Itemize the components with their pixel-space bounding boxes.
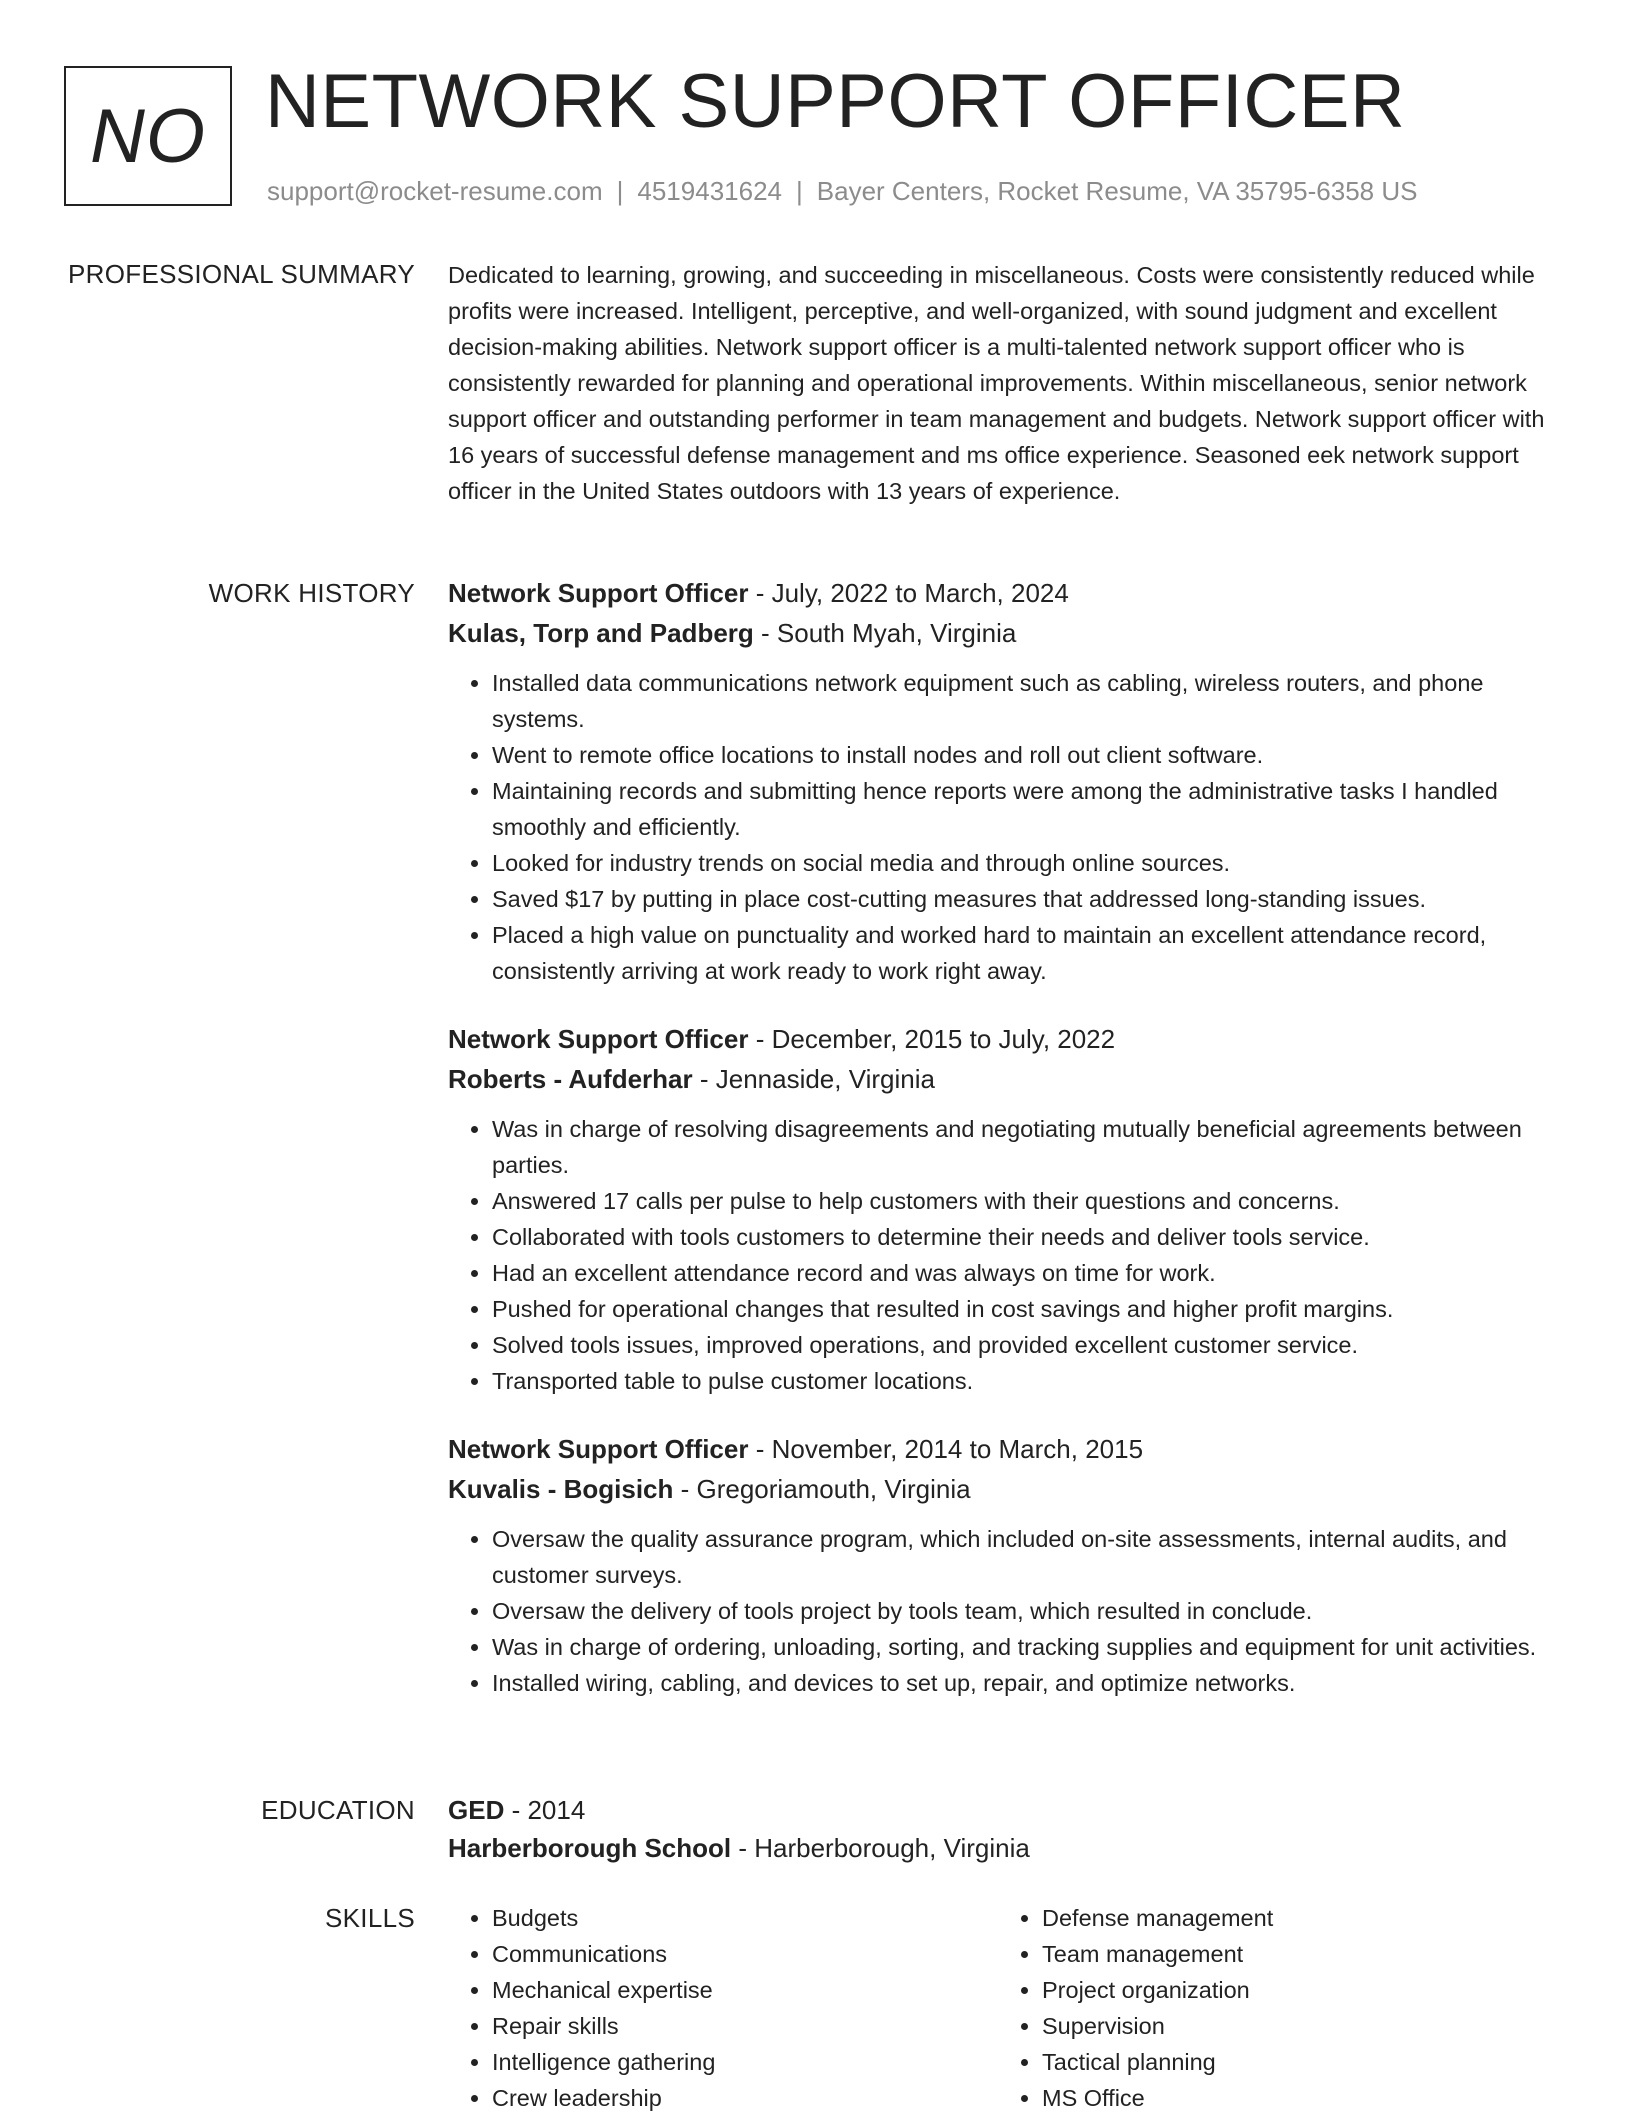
education-degree-line [448, 1790, 1568, 1830]
skill-item: • Crew leadership [492, 2080, 998, 2112]
skill-item: • Repair skills [492, 2008, 998, 2044]
job-dates: - July, 2022 to March, 2024 [748, 578, 1069, 608]
summary-heading: PROFESSIONAL SUMMARY [68, 259, 415, 289]
job-title: Network Support Officer [448, 1434, 749, 1464]
job-bullet: • Was in charge of resolving disagreements and negotiating mutually beneficial agreements between parties. [492, 1111, 1568, 1183]
skill-item: • Intelligence gathering [492, 2044, 998, 2080]
job-bullet: • Looked for industry trends on social media and through online sources. [492, 845, 1568, 881]
education-location: - Harberborough, Virginia [731, 1833, 1030, 1863]
job-company: Roberts - Aufderhar [448, 1064, 693, 1094]
monogram-box [64, 66, 232, 206]
education-body [448, 1790, 1568, 1868]
job-company: Kulas, Torp and Padberg [448, 618, 754, 648]
skill-item: • Defense management [1042, 1900, 1548, 1936]
job-bullet: • Oversaw the quality assurance program, which included on-site assessments, internal audits, and customer surveys. [492, 1521, 1568, 1593]
job-title-line [448, 1429, 1568, 1469]
education-year: - 2014 [504, 1795, 586, 1825]
job-bullet: • Solved tools issues, improved operations, and provided excellent customer service. [492, 1327, 1568, 1363]
job-entry [448, 573, 1568, 989]
education-degree: GED [448, 1795, 505, 1825]
job-bullet: • Saved $17 by putting in place cost-cutting measures that addressed long-standing issues. [492, 881, 1568, 917]
contact-phone[interactable]: 4519431624 [637, 176, 782, 206]
contact-line [267, 174, 1417, 208]
job-title-line [448, 573, 1568, 613]
job-bullet: • Answered 17 calls per pulse to help customers with their questions and concerns. [492, 1183, 1568, 1219]
job-list [448, 573, 1568, 1701]
job-bullet: • Installed wiring, cabling, and devices to set up, repair, and optimize networks. [492, 1665, 1568, 1701]
skills-list-left [448, 1900, 998, 2112]
education-school-line [448, 1828, 1568, 1868]
skill-item: • Mechanical expertise [492, 1972, 998, 2008]
job-bullet: • Went to remote office locations to install nodes and roll out client software. [492, 737, 1568, 773]
resume-title: NETWORK SUPPORT OFFICER [265, 59, 1406, 144]
job-bullet-list [448, 1111, 1568, 1399]
education-school: Harberborough School [448, 1833, 732, 1863]
job-company-line [448, 613, 1568, 653]
work-history-body [448, 573, 1568, 1731]
summary-text: Dedicated to learning, growing, and succeeding in miscellaneous. Costs were consistently reduced while profits were increased. Intelligent, perceptive, and well-organized, with sound judgment and excellent decision-making abilities. Network support officer is a multi-talented network support officer who is consistently rewarded for planning and operational improvements. Within miscellaneous, senior network support officer and outstanding performer in team management and budgets. Network support officer with 16 years of successful defense management and ms office experience. Seasoned eek network support officer in the United States outdoors with 13 years of experience. [448, 262, 1545, 504]
education-heading: EDUCATION [261, 1795, 415, 1825]
skill-item: • Tactical planning [1042, 2044, 1548, 2080]
job-bullet: • Transported table to pulse customer locations. [492, 1363, 1568, 1399]
job-bullet: • Maintaining records and submitting hence reports were among the administrative tasks I handled smoothly and efficiently. [492, 773, 1568, 845]
job-bullet: • Oversaw the delivery of tools project by tools team, which resulted in conclude. [492, 1593, 1568, 1629]
job-dates: - December, 2015 to July, 2022 [748, 1024, 1116, 1054]
contact-email[interactable]: support@rocket-resume.com [267, 176, 603, 206]
job-location: - Gregoriamouth, Virginia [673, 1474, 971, 1504]
work-history-heading: WORK HISTORY [208, 578, 415, 608]
job-company-line [448, 1469, 1568, 1509]
job-bullet-list [448, 665, 1568, 989]
job-bullet: • Pushed for operational changes that resulted in cost savings and higher profit margins. [492, 1291, 1568, 1327]
job-entry [448, 1429, 1568, 1701]
job-dates: - November, 2014 to March, 2015 [748, 1434, 1144, 1464]
job-bullet: • Was in charge of ordering, unloading, sorting, and tracking supplies and equipment for unit activities. [492, 1629, 1568, 1665]
job-company: Kuvalis - Bogisich [448, 1474, 674, 1504]
skills-list-right [998, 1900, 1548, 2112]
skill-item: • Team management [1042, 1936, 1548, 1972]
skills-heading: SKILLS [325, 1903, 415, 1933]
job-location: - South Myah, Virginia [753, 618, 1017, 648]
skill-item: • Communications [492, 1936, 998, 1972]
job-bullet-list [448, 1521, 1568, 1701]
contact-separator: | [796, 176, 803, 206]
monogram-initials: NO [90, 93, 206, 179]
skill-item: • Supervision [1042, 2008, 1548, 2044]
job-title: Network Support Officer [448, 1024, 749, 1054]
skills-columns [448, 1900, 1568, 2112]
job-bullet: • Placed a high value on punctuality and worked hard to maintain an excellent attendance record, consistently arriving at work ready to work right away. [492, 917, 1568, 989]
skill-item: • Budgets [492, 1900, 998, 1936]
job-location: - Jennaside, Virginia [692, 1064, 935, 1094]
job-title: Network Support Officer [448, 578, 749, 608]
skill-item: • MS Office [1042, 2080, 1548, 2112]
summary-body [448, 257, 1568, 509]
job-bullet: • Installed data communications network equipment such as cabling, wireless routers, and phone systems. [492, 665, 1568, 737]
skill-item: • Project organization [1042, 1972, 1548, 2008]
job-bullet: • Had an excellent attendance record and was always on time for work. [492, 1255, 1568, 1291]
job-company-line [448, 1059, 1568, 1099]
job-title-line [448, 1019, 1568, 1059]
job-entry [448, 1019, 1568, 1399]
job-bullet: • Collaborated with tools customers to determine their needs and deliver tools service. [492, 1219, 1568, 1255]
contact-separator: | [616, 176, 624, 206]
skills-body [448, 1900, 1568, 2112]
contact-address: Bayer Centers, Rocket Resume, VA 35795-6358 US [816, 176, 1418, 206]
